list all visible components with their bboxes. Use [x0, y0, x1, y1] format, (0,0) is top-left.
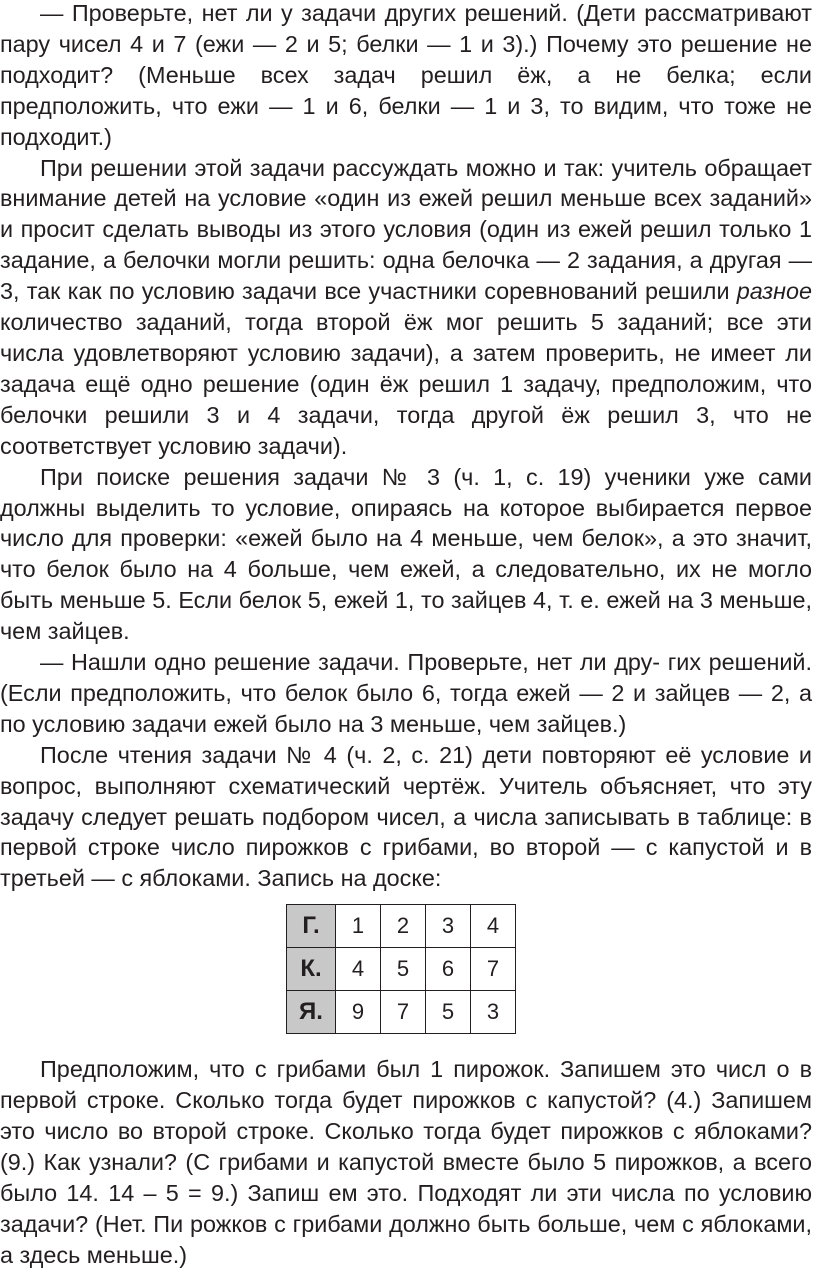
paragraph-reasoning-part2: количество заданий, тогда второй ёж мог решить 5 заданий; все эти числа удовлетворяют условию задачи), а затем проверить, не имеет ли задача ещё одно решение (один ёж решил 1 задачу, предположим, что белочки решили 3 и 4 задачи, тогда другой ёж решил 3, что не соответствует условию задачи). — [0, 309, 812, 459]
table-cell: 1 — [336, 905, 381, 948]
table-cell: 7 — [381, 991, 426, 1034]
table-cell: 3 — [471, 991, 516, 1034]
table-row — [287, 991, 516, 1034]
table-cell: 2 — [381, 905, 426, 948]
table-cell: 9 — [336, 991, 381, 1034]
table-cell: 3 — [426, 905, 471, 948]
paragraph-task-4: После чтения задачи № 4 (ч. 2, с. 21) дети повторяют её условие и вопрос, выполняют схематический чертёж. Учитель объясняет, что эту задачу следует решать подбором чисел, а числа записывать в таблице: в первой строке число пирожков с грибами, во второй — с капустой и в третьей — с яблоками. Запись на доске: — [0, 741, 812, 892]
table-cell: 5 — [426, 991, 471, 1034]
paragraph-suppose-mushrooms: Предположим, что с грибами был 1 пирожок. Запишем это числ о в первой строке. Сколько тогда будет пирожков с капустой? (4.) Запишем это число во второй строке. Сколько тогда будет пирожков с яблоками? (9.) Как узнали? (С грибами и капустой вместе было 5 пирожков, а всего было 14. 14 – 5 = 9.) Запиш ем это. Подходят ли эти числа по условию задачи? (Нет. Пи рожков с грибами должно быть больше, чем с яблоками, а здесь меньше.) — [0, 1056, 812, 1268]
table-cell: 6 — [426, 948, 471, 991]
paragraph-reasoning — [0, 153, 816, 462]
paragraph-reasoning-part1: При решении этой задачи рассуждать можно и так: учитель обращает внимание детей на условие «один из ежей решил меньше всех заданий» и просит сделать выводы из этого условия (один из ежей решил только 1 задание, а белочки могли решить: одна белочка — 2 задания, а другая — 3, так как по условию задачи все участники соревнований решили — [0, 154, 812, 305]
table-cell: 7 — [471, 948, 516, 991]
row-label-apples: Я. — [287, 991, 336, 1034]
table-row — [287, 948, 516, 991]
paragraph-check-other-solutions: — Проверьте, нет ли у задачи других решений. (Дети рассматривают пару чисел 4 и 7 (ежи — 2 и 5; белки — 1 и 3).) Почему это решение не подходит? (Меньше всех задач решил ёж, а не белка; если предположить, что ежи — 1 и 6, белки — 1 и 3, то видим, что тоже не подходит.) — [0, 0, 812, 150]
row-label-cabbage: К. — [287, 948, 336, 991]
paragraph-one-solution-found: — Нашли одно решение задачи. Проверьте, нет ли дру- гих решений. (Если предположить, что белок было 6, тогда ежей — 2 и зайцев — 2, а по условию задачи ежей было на 3 меньше, чем зайцев.) — [0, 649, 812, 737]
table-row — [287, 905, 516, 948]
table-cell: 5 — [381, 948, 426, 991]
row-label-mushrooms: Г. — [287, 905, 336, 948]
emphasis-different: разное — [736, 278, 812, 305]
paragraph-task-3: При поиске решения задачи № 3 (ч. 1, с. 19) ученики уже сами должны выделить то условие, опираясь на которое выбирается первое число для проверки: «ежей было на 4 меньше, чем белок», а это значит, что белок было на 4 больше, чем ежей, а следовательно, их не могло быть меньше 5. Если белок 5, ежей 1, то зайцев 4, т. е. ежей на 3 меньше, чем зайцев. — [0, 463, 812, 645]
board-table-container — [0, 894, 816, 1054]
board-table — [286, 904, 516, 1034]
table-cell: 4 — [471, 905, 516, 948]
table-cell: 4 — [336, 948, 381, 991]
